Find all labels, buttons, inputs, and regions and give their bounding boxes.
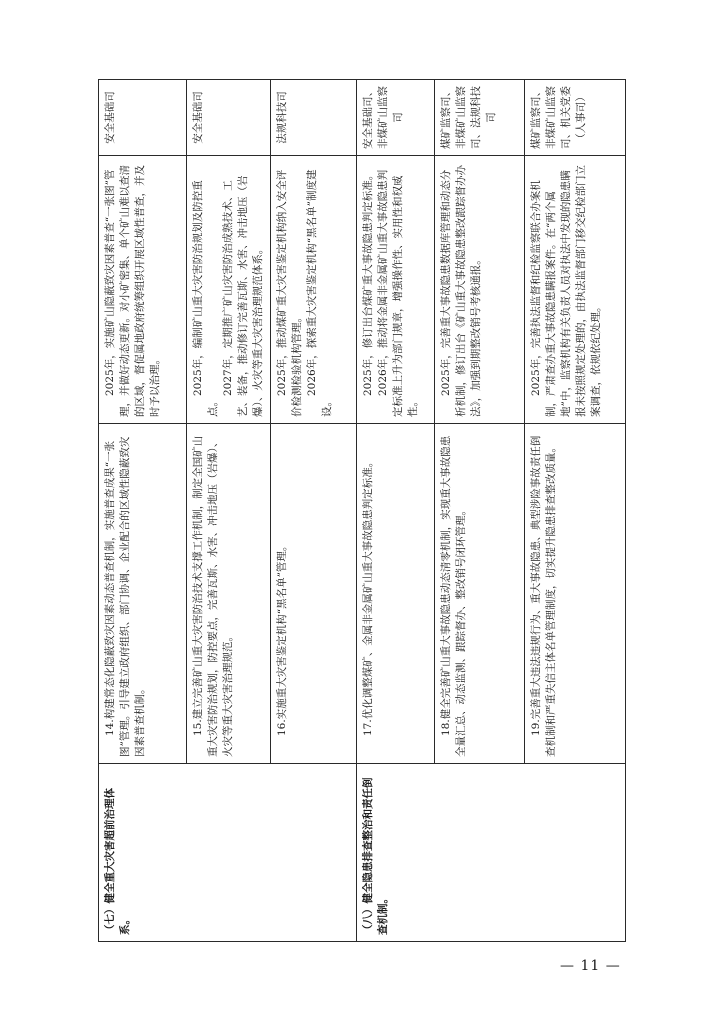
table-row xyxy=(357,80,435,942)
dept-cell: 煤矿监察司、非煤矿山监察司、机关党委（人事司） xyxy=(525,80,626,156)
measure-cell: 2025年，修订出台煤矿重大事故隐患判定标准。 2026年，推动将金属非金属矿山重大事故隐患判定标准上升为部门规章，增强操作性、实用性和权威性。 xyxy=(357,156,435,424)
dept-cell: 安全基础司 xyxy=(187,80,271,156)
table-row xyxy=(99,80,187,942)
measure-cell: 2025年，推动煤矿重大灾害鉴定机构纳入安全评价检测检验机构管理。 2026年，探索重大灾害鉴定机构“黑名单”制度建设。 xyxy=(271,156,357,424)
task-cell: 14.构建常态化隐蔽致灾因素动态普查机制，实施普查成果“一张图”管理。引导建立政府组织、部门协调、企业配合的区域性隐蔽致灾因素普查机制。 xyxy=(99,424,187,764)
rotated-table-page xyxy=(98,80,624,942)
task-cell: 16.实施重大灾害鉴定机构“黑名单”管理。 xyxy=(271,424,357,764)
page-number: — 11 — xyxy=(560,958,621,974)
dept-cell: 安全基础司、非煤矿山监察司 xyxy=(357,80,435,156)
measure-cell: 2025年，完善重大事故隐患数据库管理和动态分析机制，修订出台《矿山重大事故隐患整改跟踪督办办法》，加强到期整改销号考核通报。 xyxy=(435,156,525,424)
category-cell: （七）健全重大灾害超前治理体系。 xyxy=(99,764,357,942)
task-cell: 15.建立完善矿山重大灾害防治技术支撑工作机制，制定全国矿山重大灾害防治规划，防控要点，完善瓦斯、水害、冲击地压（岩爆）、火灾等重大灾害治理规范。 xyxy=(187,424,271,764)
task-table xyxy=(98,79,626,942)
dept-cell: 煤矿监察司、非煤矿山监察司、法规科技司 xyxy=(435,80,525,156)
dept-cell: 安全基础司 xyxy=(99,80,187,156)
task-cell: 19.完善重大违法违规行为、重大事故隐患、典型涉险事故责任倒查机制和严重失信主体名单管理制度，切实提升隐患排查整改质量。 xyxy=(525,424,626,764)
measure-cell: 2025年，完善执法监督和纪检监察联合办案机制，严肃查办重大事故隐患瞒报案件。在“两个属地”中，监察机构有关负责人员对执法中发现的隐患瞒报未按照规定处理的，由执法监督部门移交纪检部门立案调查，依规依纪处理。 xyxy=(525,156,626,424)
task-cell: 18.健全完善矿山重大事故隐患动态清零机制，实现重大事故隐患全量汇总、动态监测、跟踪督办、整改销号闭环管理。 xyxy=(435,424,525,764)
measure-cell: 2025年，实施矿山隐蔽致灾因素普查“一张图”管理，并做好动态更新。对小矿密集、单个矿山难以查清的区域，督促属地政府统筹组织开展区域性普查，并及时予以治理。 xyxy=(99,156,187,424)
task-cell: 17.优化调整煤矿、金属非金属矿山重大事故隐患判定标准。 xyxy=(357,424,435,764)
dept-cell: 法规科技司 xyxy=(271,80,357,156)
category-cell: （八）健全隐患排查整治和责任倒查机制。 xyxy=(357,764,626,942)
measure-cell: 2025年，编制矿山重大灾害防治规划及防控重点。 2027年，定期推广矿山灾害防治成熟技术、工艺、装备，推动修订完善瓦斯、水害、冲击地压（岩爆）、火灾等重大灾害治理规范体系。 xyxy=(187,156,271,424)
